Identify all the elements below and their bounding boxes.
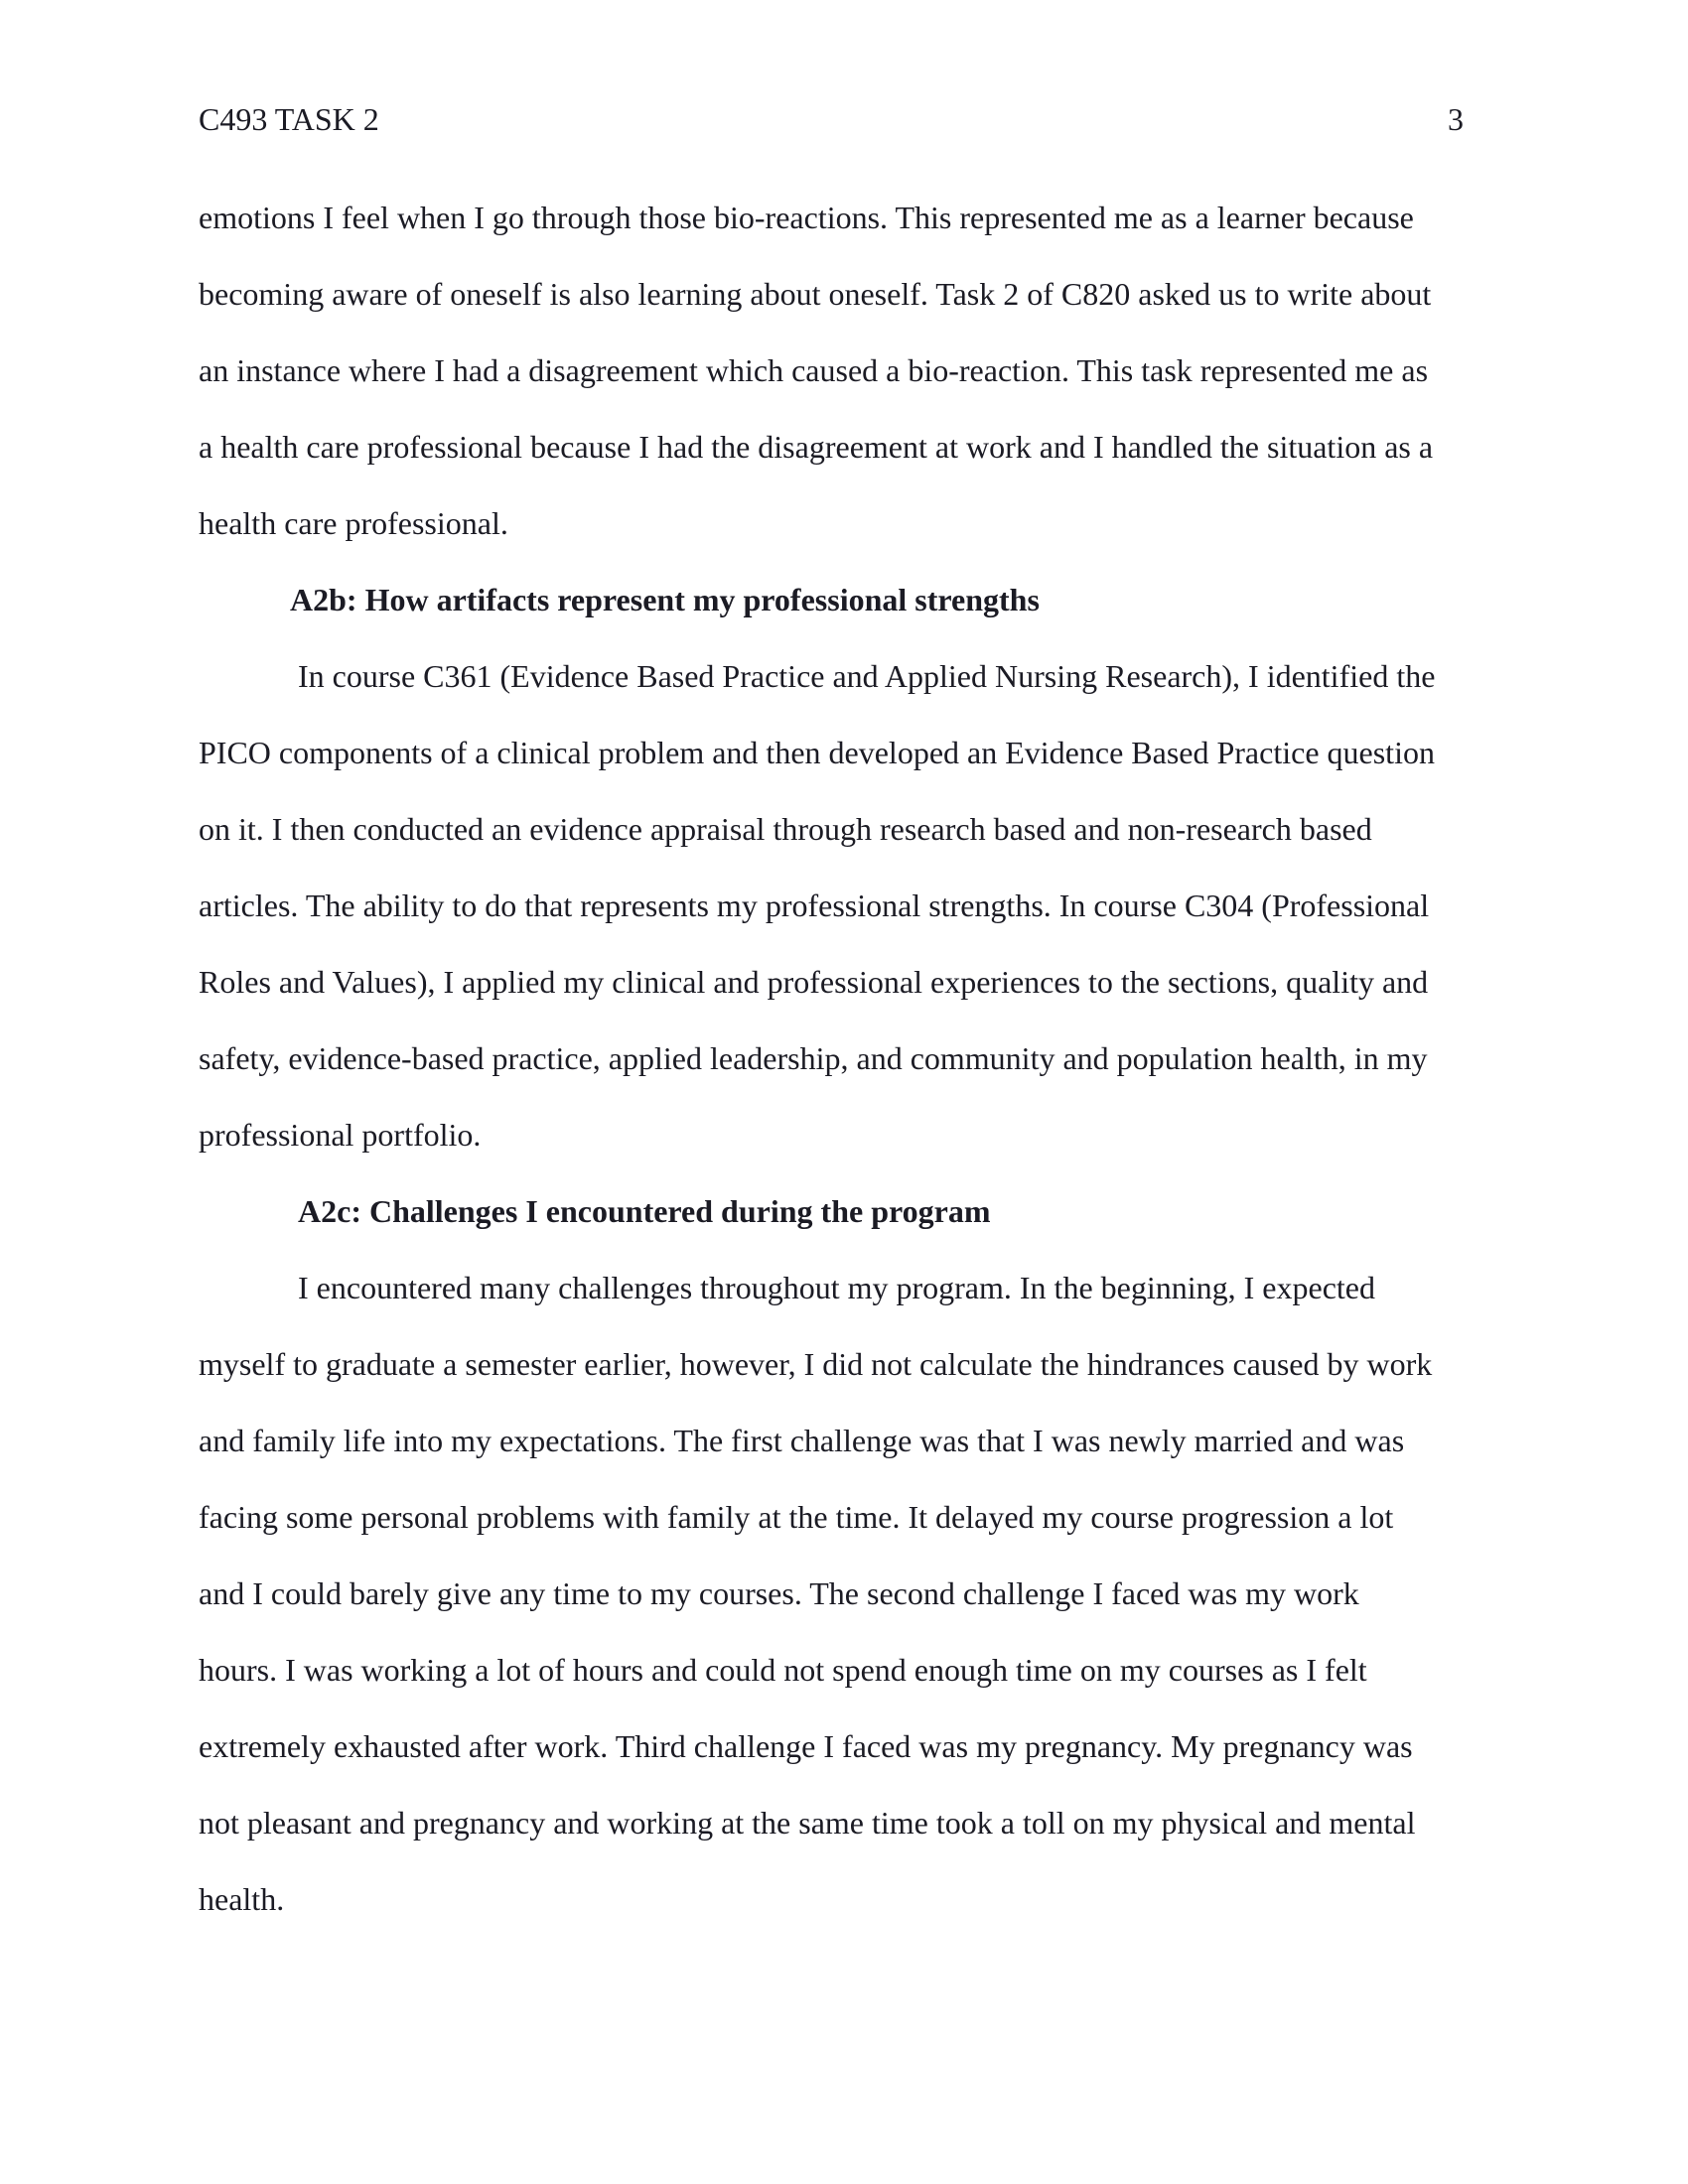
body-line: professional portfolio. [199,1117,482,1153]
body-line: articles. The ability to do that represents my professional strengths. In course C304 (Professional [199,887,1430,923]
body-line: an instance where I had a disagreement which caused a bio-reaction. This task represented me as [199,352,1429,388]
body-line: and I could barely give any time to my courses. The second challenge I faced was my work [199,1575,1359,1611]
body-line: health care professional. [199,505,508,541]
body-line: on it. I then conducted an evidence appraisal through research based and non-research based [199,811,1372,847]
body-line: facing some personal problems with family at the time. It delayed my course progression a lot [199,1499,1394,1535]
body-line: safety, evidence-based practice, applied leadership, and community and population health, in my [199,1040,1428,1076]
body-line: extremely exhausted after work. Third challenge I faced was my pregnancy. My pregnancy was [199,1728,1413,1764]
body-line: a health care professional because I had the disagreement at work and I handled the situation as a [199,429,1434,465]
paragraph-first-line: I encountered many challenges throughout my program. In the beginning, I expected [298,1270,1375,1305]
section-heading: A2b: How artifacts represent my professional strengths [290,582,1040,617]
body-line: hours. I was working a lot of hours and could not spend enough time on my courses as I felt [199,1652,1367,1688]
body-line: PICO components of a clinical problem and then developed an Evidence Based Practice question [199,735,1435,770]
body-line: myself to graduate a semester earlier, however, I did not calculate the hindrances caused by work [199,1346,1433,1382]
paragraph-first-line: In course C361 (Evidence Based Practice and Applied Nursing Research), I identified the [298,658,1436,694]
body-line: and family life into my expectations. The first challenge was that I was newly married and was [199,1423,1405,1458]
body-line: Roles and Values), I applied my clinical and professional experiences to the sections, quality and [199,964,1429,1000]
body-line: not pleasant and pregnancy and working at the same time took a toll on my physical and mental [199,1805,1416,1841]
body-line: emotions I feel when I go through those bio-reactions. This represented me as a learner because [199,200,1414,235]
running-head: C493 TASK 2 [199,101,379,137]
page-number: 3 [1448,101,1464,137]
body-line: health. [199,1881,285,1917]
section-heading: A2c: Challenges I encountered during the program [298,1193,991,1229]
body-line: becoming aware of oneself is also learning about oneself. Task 2 of C820 asked us to write about [199,276,1432,312]
document-body [199,195,1489,1953]
